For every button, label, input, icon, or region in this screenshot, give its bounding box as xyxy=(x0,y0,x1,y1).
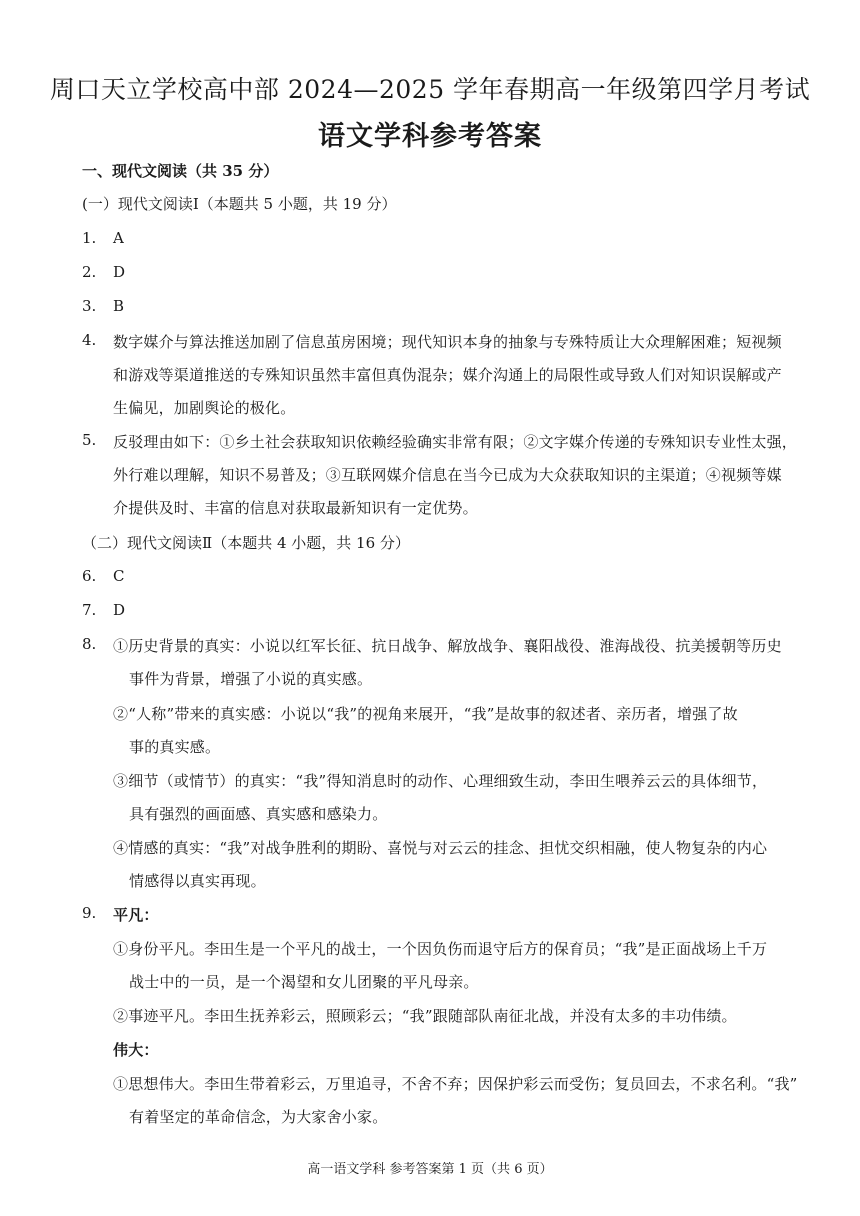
question-number: 1. xyxy=(82,229,97,247)
answer-line: 和游戏等渠道推送的专殊知识虽然丰富但真伪混杂；媒介沟通上的局限性或导致人们对知识误解或产 xyxy=(113,366,782,384)
answer-line: ③细节（或情节）的真实：“我”得知消息时的动作、心理细致生动，李田生喂养云云的具体细节， xyxy=(113,772,768,790)
answer-line: 情感得以真实再现。 xyxy=(129,872,266,890)
answer-line: 介提供及时、丰富的信息对获取最新知识有一定优势。 xyxy=(113,499,478,517)
answer-line: 生偏见，加剧舆论的极化。 xyxy=(113,399,296,417)
answer: D xyxy=(113,263,126,281)
answer-line: 有着坚定的革命信念，为大家舍小家。 xyxy=(129,1108,388,1126)
answer-line: 事的真实感。 xyxy=(129,738,221,756)
answer: B xyxy=(113,297,125,315)
question-number: 2. xyxy=(82,263,97,281)
question-number: 5. xyxy=(82,431,97,449)
answer-line: 数字媒介与算法推送加剧了信息茧房困境；现代知识本身的抽象与专殊特质让大众理解困难；短视频 xyxy=(113,333,782,351)
question-number: 7. xyxy=(82,601,97,619)
question-number: 6. xyxy=(82,567,97,585)
answer-line: ①思想伟大。李田生带着彩云，万里追寻，不舍不弃；因保护彩云而受伤；复员回去，不求名利。“我” xyxy=(113,1075,798,1093)
question-number: 8. xyxy=(82,635,97,653)
answer-line: ①历史背景的真实：小说以红军长征、抗日战争、解放战争、襄阳战役、淮海战役、抗美援朝等历史 xyxy=(113,637,782,655)
part-heading: (一）现代文阅读Ⅰ（本题共 5 小题，共 19 分） xyxy=(82,195,397,213)
answer-line: 事件为背景，增强了小说的真实感。 xyxy=(129,670,373,688)
sub-heading: 平凡： xyxy=(113,906,159,924)
section-heading: 一、现代文阅读（共 35 分） xyxy=(82,162,279,180)
answer-line: 战士中的一员，是一个渴望和女儿团聚的平凡母亲。 xyxy=(129,973,479,991)
answer: D xyxy=(113,601,126,619)
question-number: 3. xyxy=(82,297,97,315)
page-footer: 高一语文学科 参考答案第 1 页（共 6 页） xyxy=(307,1162,553,1177)
answer-line: 反驳理由如下：①乡土社会获取知识依赖经验确实非常有限；②文字媒介传递的专殊知识专业性太强， xyxy=(113,433,798,451)
question-number: 9. xyxy=(82,904,97,922)
part-heading: （二）现代文阅读Ⅱ（本题共 4 小题，共 16 分） xyxy=(82,534,410,552)
answer-line: ①身份平凡。李田生是一个平凡的战士，一个因负伤而退守后方的保育员；“我”是正面战场上千万 xyxy=(113,940,768,958)
answer: A xyxy=(113,229,125,247)
answer-line: 外行难以理解，知识不易普及；③互联网媒介信息在当今已成为大众获取知识的主渠道；④视频等媒 xyxy=(113,466,782,484)
answer-line: ②事迹平凡。李田生抚养彩云，照顾彩云；“我”跟随部队南征北战，并没有太多的丰功伟绩。 xyxy=(113,1007,737,1025)
answer-line: 具有强烈的画面感、真实感和感染力。 xyxy=(129,805,388,823)
exam-title: 周口天立学校高中部 2024—2025 学年春期高一年级第四学月考试 xyxy=(49,75,811,104)
answer-line: ④情感的真实：“我”对战争胜利的期盼、喜悦与对云云的挂念、担忧交织相融，使人物复杂的内心 xyxy=(113,839,768,857)
sub-heading: 伟大： xyxy=(113,1041,159,1059)
question-number: 4. xyxy=(82,331,97,349)
answer: C xyxy=(113,567,125,585)
answer-line: ②“人称”带来的真实感：小说以“我”的视角来展开，“我”是故事的叙述者、亲历者，增强了故 xyxy=(113,705,738,723)
document-title: 语文学科参考答案 xyxy=(318,121,542,152)
